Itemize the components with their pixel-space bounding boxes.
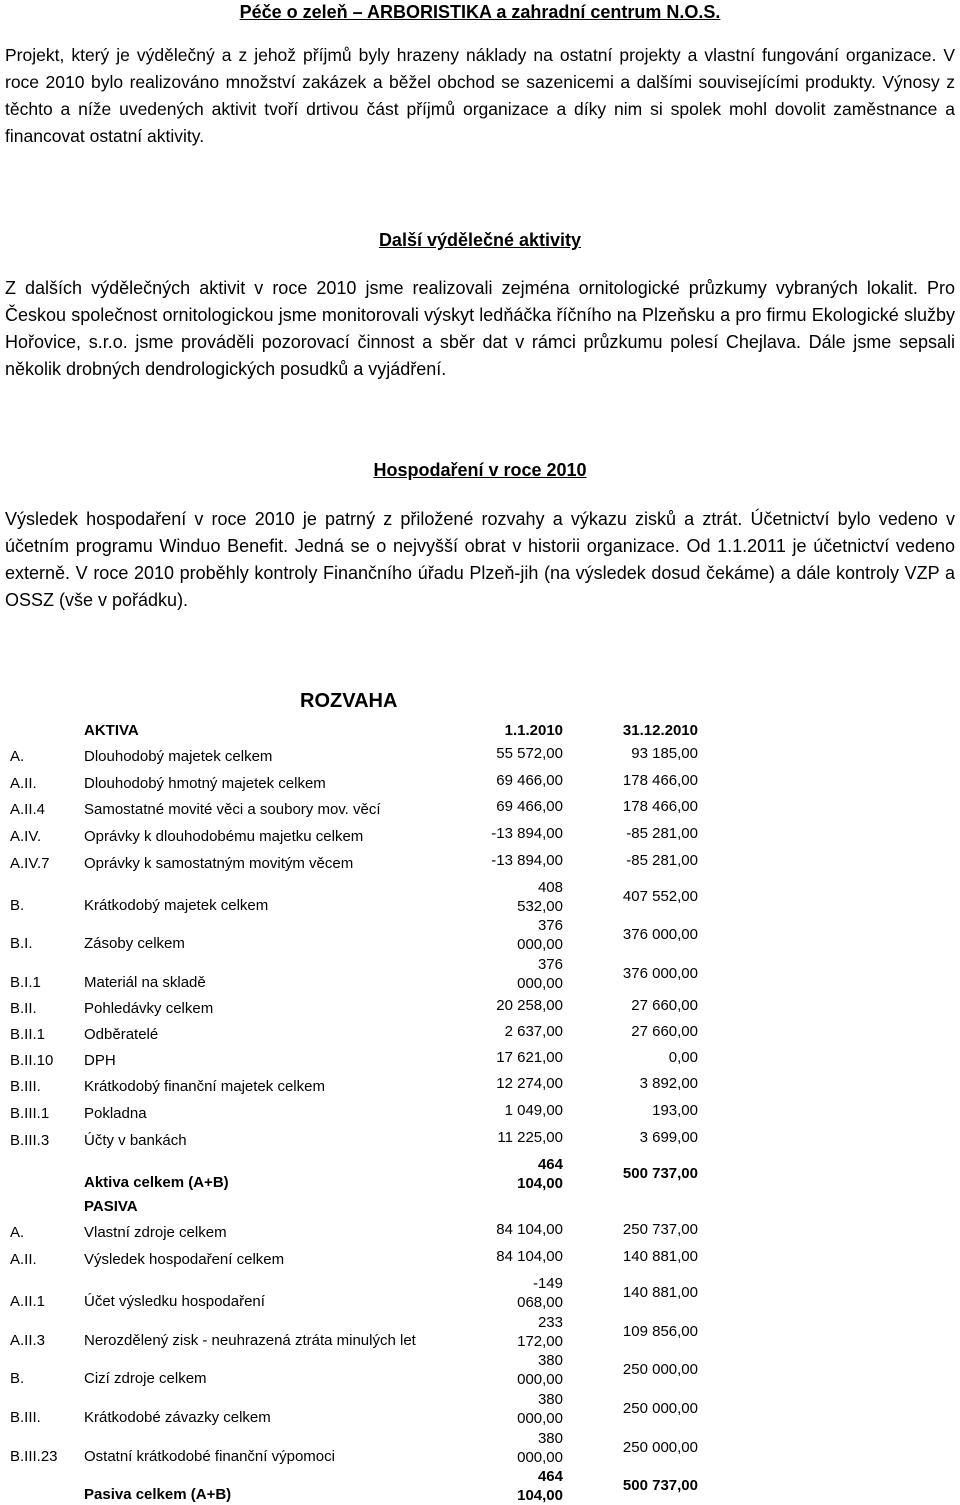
row-label: Materiál na skladě xyxy=(84,974,206,991)
row-value-start: 12 274,00 xyxy=(496,1075,563,1092)
row-value-end: 376 000,00 xyxy=(622,965,698,982)
row-value-start-line1: 380 xyxy=(537,1430,563,1447)
row-label: Dlouhodobý hmotný majetek celkem xyxy=(84,775,326,792)
finances-paragraph: Výsledek hospodaření v roce 2010 je patrný z přiložené rozvahy a výkazu zisků a ztrát. Účetnictví bylo vedeno v účetním programu Winduo Benefit. Jedná se o nejvyšší obrat v historii organizace. Od 1.1.2011 je účetnictví vedeno externě. V roce 2010 proběhly kontroly Finančního úřadu Plzeň-jih (na výsledek dosud čekáme) a dále kontroly VZP a OSSZ (vše v pořádku). xyxy=(5,509,955,610)
row-value-start-line2: 532,00 xyxy=(517,898,563,915)
row-code: A.IV.7 xyxy=(10,855,50,872)
row-value-start-line1: 464 xyxy=(537,1156,563,1173)
row-value-end: -85 281,00 xyxy=(626,825,698,842)
row-value-start: 1 049,00 xyxy=(504,1102,563,1119)
row-value-start-line1: 408 xyxy=(537,879,563,896)
row-value-start: 69 466,00 xyxy=(496,798,563,815)
row-value-end: 3 699,00 xyxy=(639,1129,698,1146)
row-label: Samostatné movité věci a soubory mov. věcí xyxy=(84,801,381,818)
intro-paragraph: Projekt, který je výdělečný a z jehož příjmů byly hrazeny náklady na ostatní projekty a vlastní fungování organizace. V roce 2010 bylo realizováno množství zakázek a běžel obchod se sazenicemi a dalšími souvisejícími produkty. Výnosy z těchto a níže uvedených aktivit tvoří drtivou část příjmů organizace a díky nim si spolek mohl dovolit zaměstnance a financovat ostatní aktivity. xyxy=(5,45,955,146)
row-value-start-line2: 000,00 xyxy=(517,936,563,953)
row-value-end: 250 000,00 xyxy=(622,1439,698,1456)
row-value-start-line1: 380 xyxy=(537,1352,563,1369)
row-label: Ostatní krátkodobé finanční výpomoci xyxy=(84,1448,335,1465)
row-value-start-line2: 000,00 xyxy=(517,1410,563,1427)
row-value-end: -85 281,00 xyxy=(626,852,698,869)
row-label: Krátkodobý majetek celkem xyxy=(84,897,269,914)
row-code: B.I. xyxy=(10,935,33,952)
section-heading-finances: Hospodaření v roce 2010 xyxy=(373,460,587,480)
row-value-end: 27 660,00 xyxy=(631,1023,698,1040)
row-code: A.II.4 xyxy=(10,801,46,818)
row-value-end: 193,00 xyxy=(652,1102,698,1119)
row-value-start-line2: 000,00 xyxy=(517,1449,563,1466)
row-label: Dlouhodobý majetek celkem xyxy=(84,748,273,765)
row-code: B. xyxy=(10,1370,25,1387)
row-label: Pasiva celkem (A+B) xyxy=(84,1486,232,1503)
row-label: AKTIVA xyxy=(84,722,139,739)
row-value-start-line1: 376 xyxy=(537,956,563,973)
row-value-end: 250 737,00 xyxy=(622,1221,698,1238)
row-value-start: 11 225,00 xyxy=(497,1129,563,1146)
document-title: Péče o zeleň – ARBORISTIKA a zahradní centrum N.O.S. xyxy=(239,2,721,22)
row-label: Účet výsledku hospodaření xyxy=(84,1293,265,1310)
row-value-start: -13 894,00 xyxy=(491,825,563,842)
row-value-start: 1.1.2010 xyxy=(504,722,563,739)
row-label: Krátkodobý finanční majetek celkem xyxy=(84,1078,325,1095)
row-value-end: 27 660,00 xyxy=(631,997,698,1014)
row-code: B.III.1 xyxy=(10,1105,50,1122)
row-label: Aktiva celkem (A+B) xyxy=(84,1174,229,1191)
row-value-start-line1: 233 xyxy=(537,1314,563,1331)
row-value-start-line2: 104,00 xyxy=(517,1487,563,1504)
row-label: Výsledek hospodaření celkem xyxy=(84,1251,285,1268)
row-value-start: 84 104,00 xyxy=(496,1248,563,1265)
row-label: PASIVA xyxy=(84,1198,138,1215)
row-code: A.II.1 xyxy=(10,1293,46,1310)
row-value-end: 3 892,00 xyxy=(639,1075,698,1092)
row-label: Krátkodobé závazky celkem xyxy=(84,1409,271,1426)
row-value-start-line2: 172,00 xyxy=(517,1333,563,1350)
row-value-start: 17 621,00 xyxy=(496,1049,563,1066)
row-value-start-line2: 068,00 xyxy=(517,1294,563,1311)
row-value-start: 69 466,00 xyxy=(496,772,563,789)
row-code: A.IV. xyxy=(10,828,42,845)
row-value-end: 250 000,00 xyxy=(622,1400,698,1417)
row-value-end: 109 856,00 xyxy=(622,1323,698,1340)
row-label: Odběratelé xyxy=(84,1026,159,1043)
row-code: A. xyxy=(10,748,25,765)
section-heading-other-activities: Další výdělečné aktivity xyxy=(378,230,582,250)
row-code: A.II. xyxy=(10,1251,37,1268)
row-value-end: 178 466,00 xyxy=(622,772,698,789)
row-code: B.III.23 xyxy=(10,1448,58,1465)
row-label: Pohledávky celkem xyxy=(84,1000,214,1017)
row-label: Oprávky k samostatným movitým věcem xyxy=(84,855,354,872)
row-value-start-line1: -149 xyxy=(532,1275,563,1292)
row-value-end: 500 737,00 xyxy=(622,1165,698,1182)
row-value-start: 20 258,00 xyxy=(496,997,563,1014)
row-value-start-line2: 000,00 xyxy=(517,975,563,992)
row-code: B.II.1 xyxy=(10,1026,46,1043)
row-label: Cizí zdroje celkem xyxy=(84,1370,207,1387)
row-value-end: 376 000,00 xyxy=(622,926,698,943)
row-value-start-line2: 104,00 xyxy=(517,1175,563,1192)
row-value-start: 55 572,00 xyxy=(496,745,563,762)
row-value-start: -13 894,00 xyxy=(491,852,563,869)
row-value-end: 250 000,00 xyxy=(622,1361,698,1378)
row-value-start-line1: 376 xyxy=(537,917,563,934)
row-label: Pokladna xyxy=(84,1105,147,1122)
row-label: Oprávky k dlouhodobému majetku celkem xyxy=(84,828,364,845)
row-label: Zásoby celkem xyxy=(84,935,185,952)
row-label: DPH xyxy=(84,1052,116,1069)
row-code: B.III. xyxy=(10,1409,41,1426)
row-value-end: 407 552,00 xyxy=(622,888,698,905)
row-code: B.II. xyxy=(10,1000,37,1017)
balance-sheet-title: ROZVAHA xyxy=(300,690,398,712)
row-code: A.II. xyxy=(10,775,37,792)
row-value-end: 140 881,00 xyxy=(622,1248,698,1265)
row-value-end: 140 881,00 xyxy=(622,1284,698,1301)
row-label: Nerozdělený zisk - neuhrazená ztráta minulých let xyxy=(84,1332,416,1349)
row-code: A.II.3 xyxy=(10,1332,46,1349)
row-value-end: 31.12.2010 xyxy=(622,722,698,739)
row-label: Účty v bankách xyxy=(84,1132,187,1149)
row-value-start-line1: 464 xyxy=(537,1468,563,1485)
row-value-start: 84 104,00 xyxy=(496,1221,563,1238)
row-value-end: 178 466,00 xyxy=(622,798,698,815)
row-label: Vlastní zdroje celkem xyxy=(84,1224,227,1241)
row-code: B. xyxy=(10,897,25,914)
row-code: B.I.1 xyxy=(10,974,41,991)
row-value-end: 500 737,00 xyxy=(622,1477,698,1494)
other-activities-paragraph: Z dalších výdělečných aktivit v roce 2010 jsme realizovali zejména ornitologické průzkumy vybraných lokalit. Pro Českou společnost ornitologickou jsme monitorovali výskyt ledňáčka říčního na Plzeňsku a pro firmu Ekologické služby Hořovice, s.r.o. jsme prováděli pozorovací činnost a sběr dat v rámci průzkumu polesí Chejlava. Dále jsme sepsali několik drobných dendrologických posudků a vyjádření. xyxy=(5,278,955,379)
row-value-start-line1: 380 xyxy=(537,1391,563,1408)
row-code: A. xyxy=(10,1224,25,1241)
row-value-end: 0,00 xyxy=(668,1049,698,1066)
row-code: B.III. xyxy=(10,1078,41,1095)
row-code: B.III.3 xyxy=(10,1132,50,1149)
row-value-start: 2 637,00 xyxy=(504,1023,563,1040)
row-code: B.II.10 xyxy=(10,1052,54,1069)
row-value-end: 93 185,00 xyxy=(631,745,698,762)
row-value-start-line2: 000,00 xyxy=(517,1371,563,1388)
